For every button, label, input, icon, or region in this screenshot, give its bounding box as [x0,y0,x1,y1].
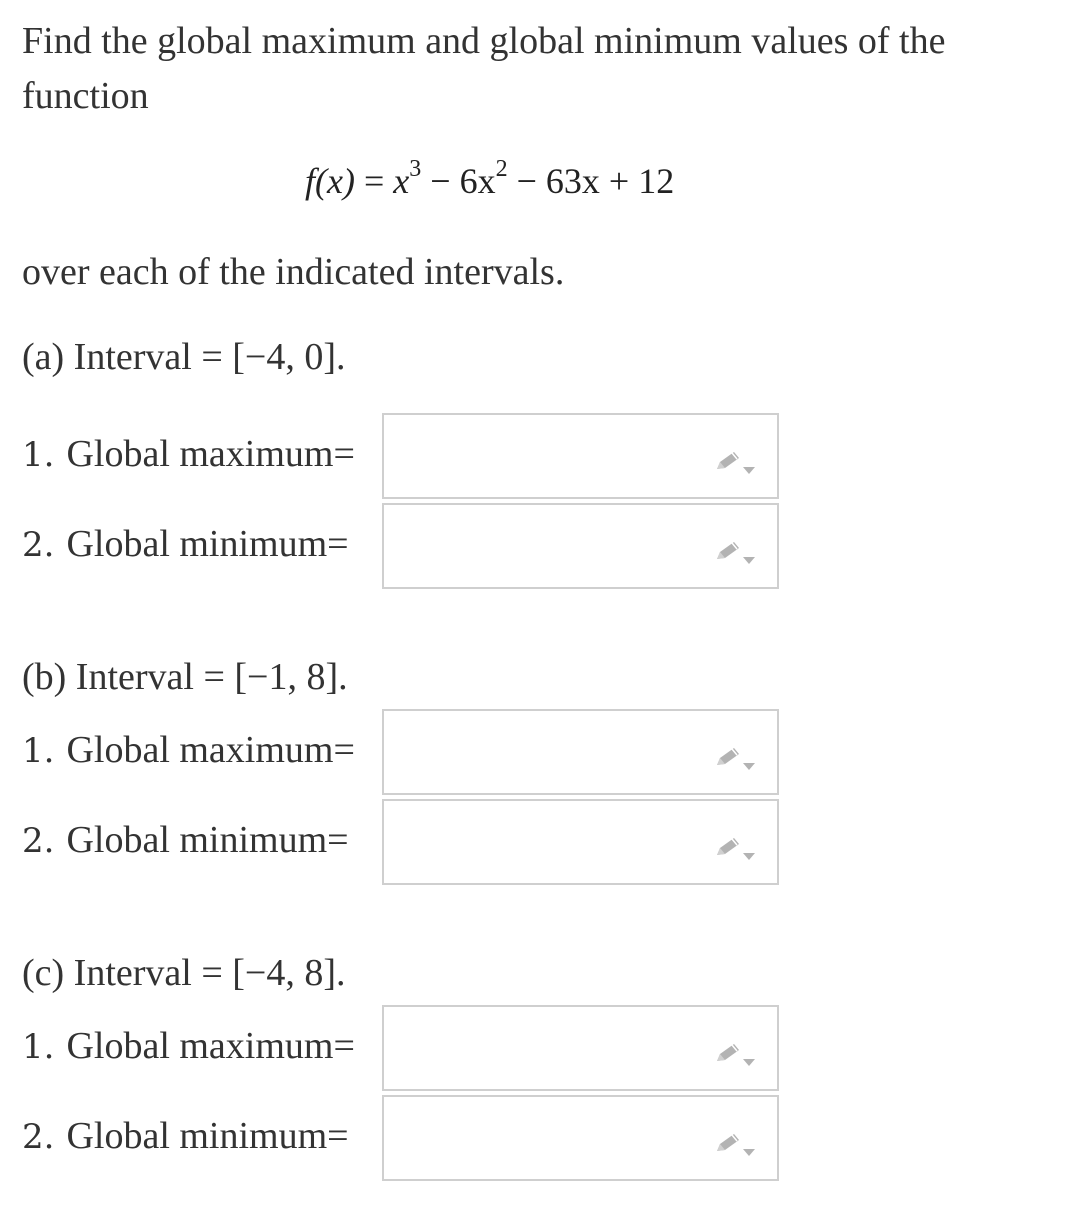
formula-op3: + [608,161,630,201]
part-c-min-number: 2. [22,1117,55,1157]
part-c-max-text: Global maximum= [66,1025,355,1067]
part-b-min-number: 2. [22,821,55,861]
part-b-max-label [22,728,355,772]
part-a-min-input[interactable] [382,503,779,589]
part-c-min-label [22,1114,349,1158]
part-c-max-number: 1. [22,1027,55,1067]
part-c-min-input[interactable] [382,1095,779,1181]
formula-term4: 12 [638,161,675,201]
part-c-min-text: Global minimum= [66,1115,349,1157]
part-c-max-input[interactable] [382,1005,779,1091]
formula-op2: − [516,161,537,201]
question-intro: Find the global maximum and global minimum values of the function [22,20,946,117]
part-a-min-label [22,522,349,566]
part-a-interval: (a) Interval = [−4, 0]. [22,336,346,378]
part-a-min-number: 2. [22,525,55,565]
formula-term2-exp: 2 [495,156,508,182]
question-over-text: over each of the indicated intervals. [22,251,565,293]
part-c-interval: (c) Interval = [−4, 8]. [22,952,346,994]
part-b-max-input[interactable] [382,709,779,795]
formula-term3: 63x [545,161,600,201]
pencil-dropdown-icon[interactable] [713,835,757,861]
part-b-max-text: Global maximum= [66,729,355,771]
function-formula [305,156,675,202]
formula-term2: 6x [459,161,496,201]
formula-eq: = [363,161,385,201]
part-b-min-input[interactable] [382,799,779,885]
part-b-interval: (b) Interval = [−1, 8]. [22,656,348,698]
part-b-min-text: Global minimum= [66,819,349,861]
part-a-max-number: 1. [22,435,55,475]
pencil-dropdown-icon[interactable] [713,1041,757,1067]
part-a-max-text: Global maximum= [66,433,355,475]
formula-term1: x [393,161,410,201]
formula-op1: − [430,161,451,201]
part-b-max-number: 1. [22,731,55,771]
part-a-max-input[interactable] [382,413,779,499]
formula-term1-exp: 3 [409,156,422,182]
formula-fx: f(x) [305,161,355,201]
part-a-max-label [22,432,355,476]
pencil-dropdown-icon[interactable] [713,1131,757,1157]
part-c-max-label [22,1024,355,1068]
pencil-dropdown-icon[interactable] [713,539,757,565]
pencil-dropdown-icon[interactable] [713,745,757,771]
pencil-dropdown-icon[interactable] [713,449,757,475]
part-b-min-label [22,818,349,862]
part-a-min-text: Global minimum= [66,523,349,565]
